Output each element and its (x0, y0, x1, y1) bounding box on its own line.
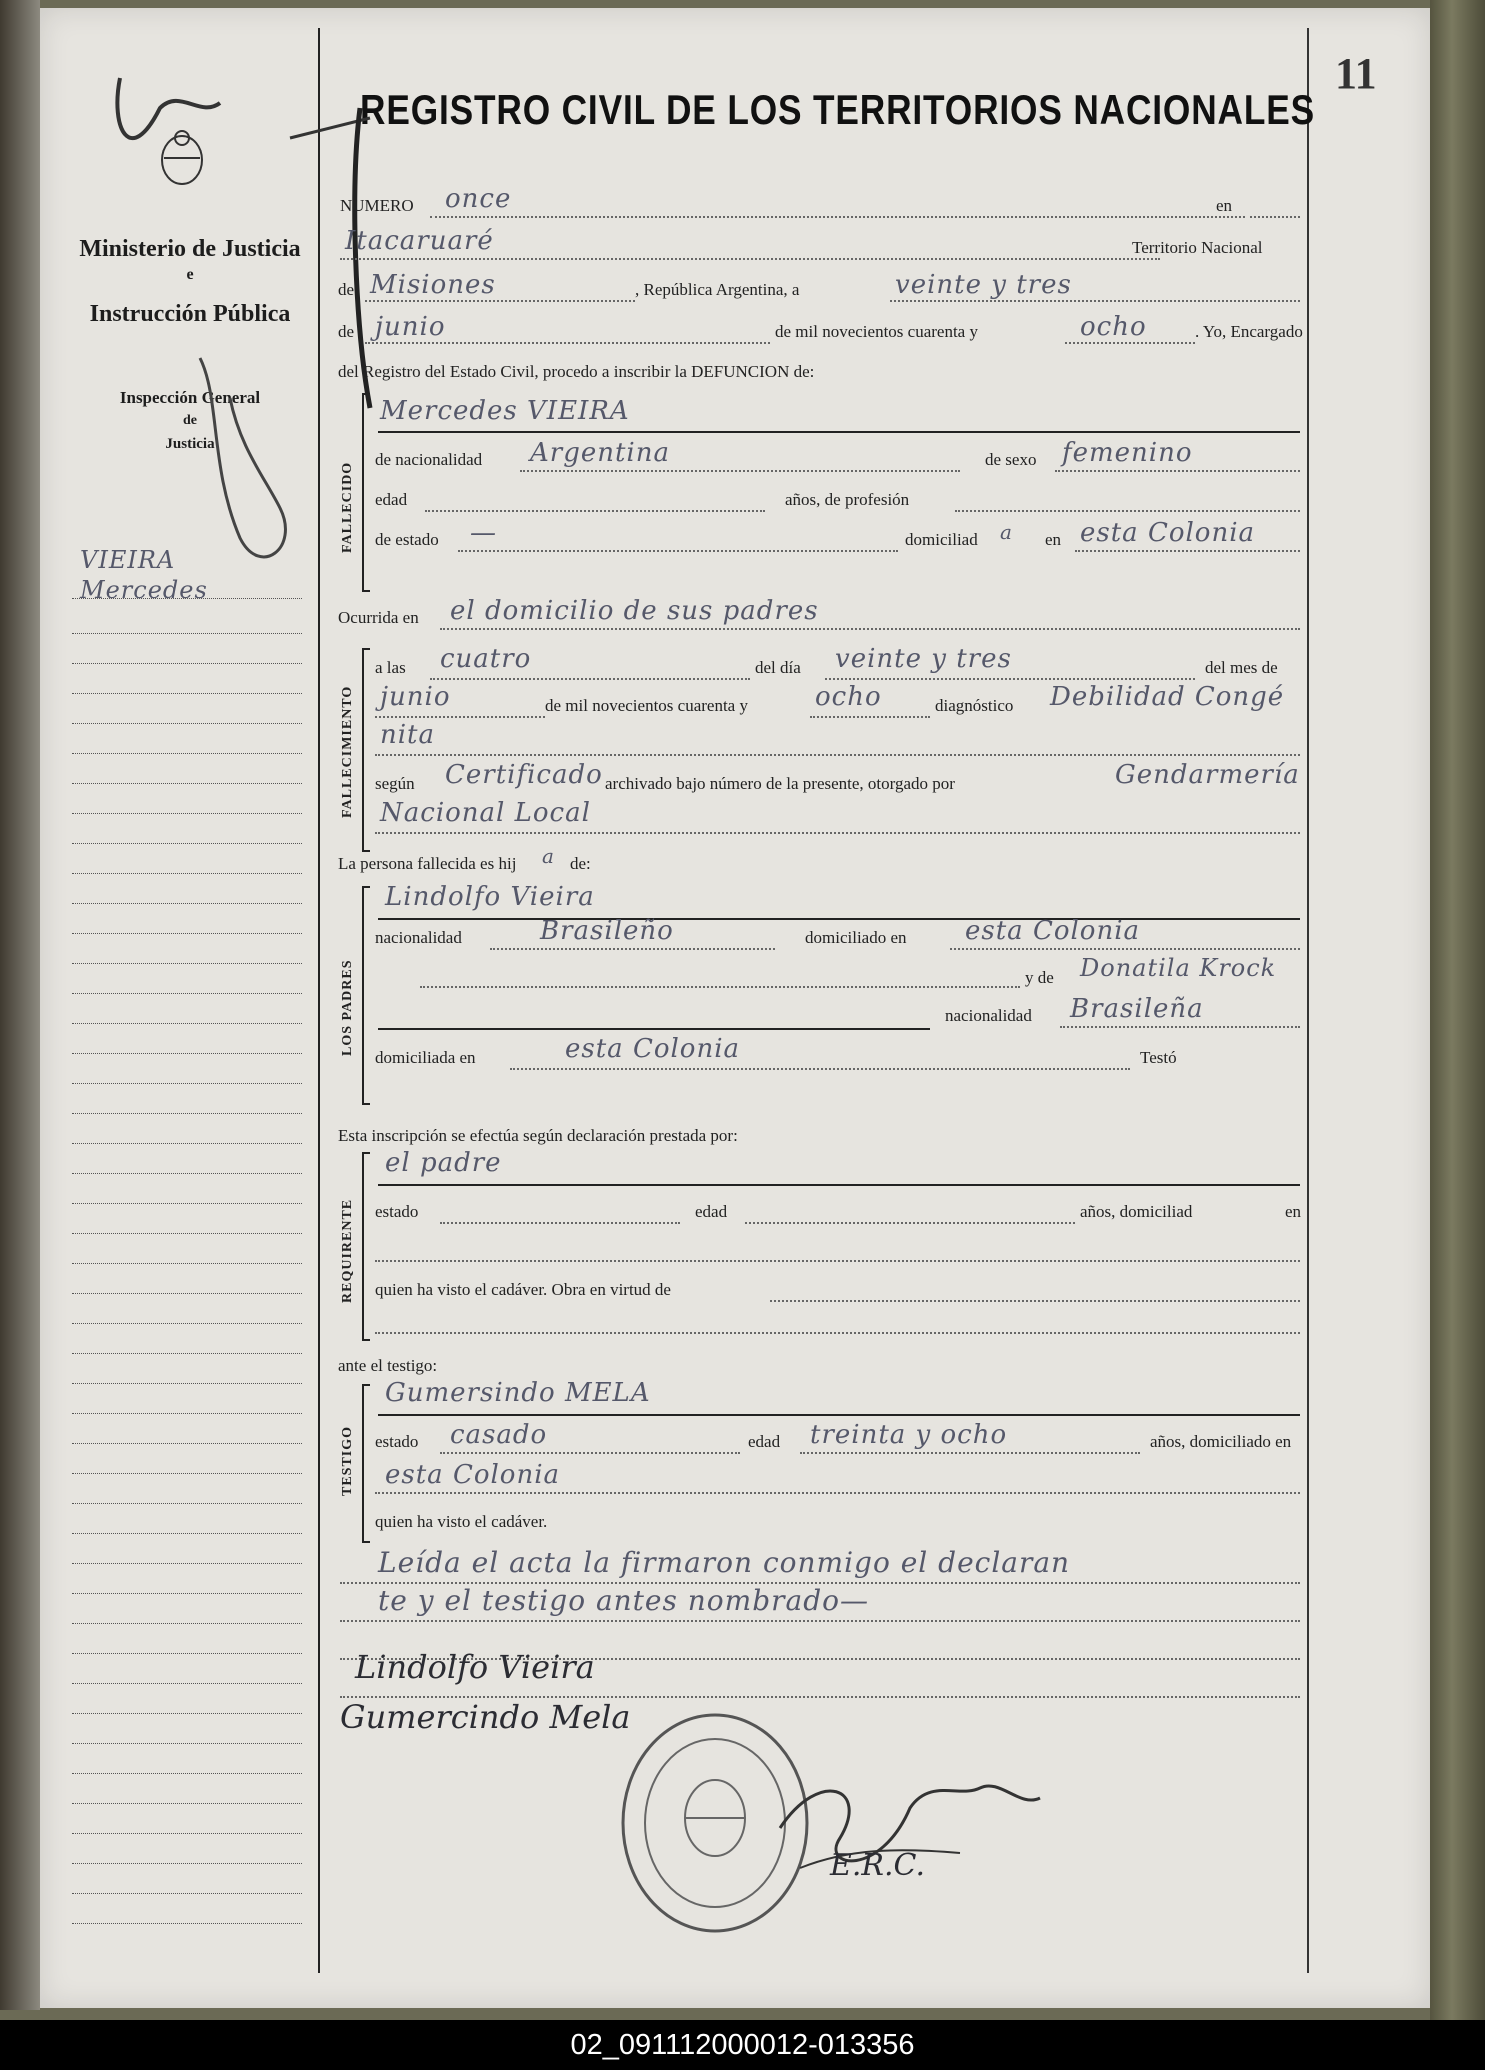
fallecido-side-label: FALLECIDO (340, 461, 355, 553)
requirente-bracket (362, 1152, 370, 1341)
padres-bracket (362, 886, 370, 1105)
persona-fallecida-label: La persona fallecida es hij (338, 854, 517, 873)
quien-visto-label: quien ha visto el cadáver. Obra en virtud de (375, 1280, 671, 1299)
mes-fallec-value: junio (380, 682, 451, 712)
en-label-2: en (1045, 530, 1062, 549)
diagnostico-label: diagnóstico (935, 696, 1014, 715)
en-label: en (1216, 196, 1233, 215)
del-dia-label: del día (755, 658, 801, 677)
edad-line (425, 510, 765, 512)
closing-text-2: te y el testigo antes nombrado— (378, 1584, 869, 1617)
y-de-label: y de (1025, 968, 1054, 987)
ocurrida-value: el domicilio de sus padres (450, 596, 819, 626)
de-sexo-label: de sexo (985, 450, 1037, 469)
index-name: Mercedes (80, 576, 208, 604)
edad-label-3: edad (748, 1432, 781, 1451)
estado-label: estado (375, 1202, 419, 1221)
domiciliad-label: domiciliad (905, 530, 978, 549)
testigo-edad-value: treinta y ocho (810, 1420, 1008, 1450)
ocurrida-line (440, 628, 1300, 630)
edad-label: edad (375, 490, 408, 509)
yo-encargado-label: . Yo, Encargado (1195, 322, 1303, 341)
hij-suffix: a (542, 844, 555, 868)
nacionalidad-value: Argentina (530, 438, 670, 468)
numero-value: once (445, 184, 512, 214)
segun-label: según (375, 774, 415, 793)
testigo-line (378, 1414, 1300, 1416)
req-domicilio-line (375, 1260, 1300, 1262)
mes-line (365, 342, 770, 344)
madre-dom-line (510, 1068, 1130, 1070)
testigo-dom-line (375, 1492, 1300, 1494)
madre-name-value: Donatila Krock (1080, 954, 1277, 982)
otorgado-cont-value: Nacional Local (380, 798, 591, 828)
anos-profesion-label: años, de profesión (785, 490, 910, 509)
ante-testigo-label: ante el testigo: (338, 1356, 438, 1375)
del-mes-label: del mes de (1205, 658, 1278, 677)
estado-line (458, 550, 898, 552)
de-mil-label: de mil novecientos cuarenta y (775, 322, 978, 341)
del-registro-label: del Registro del Estado Civil, procedo a inscribir la DEFUNCION de: (338, 362, 815, 381)
left-page-edge (0, 0, 40, 2010)
madre-nac-value: Brasileña (1070, 994, 1204, 1024)
obra-cont-line (375, 1332, 1300, 1334)
domiciliado-en-label: domiciliado en (805, 928, 907, 947)
de-estado-label: de estado (375, 530, 439, 549)
numero-line (430, 216, 1245, 218)
ministry-line3: Instrucción Pública (89, 301, 291, 327)
estado-label-3: estado (375, 1432, 419, 1451)
right-margin-rule (1307, 28, 1309, 1973)
en-label-3: en (1285, 1202, 1302, 1221)
fallecido-name-line (378, 431, 1300, 433)
de-colon-label: de: (570, 854, 591, 873)
de-label-2: de (338, 322, 355, 341)
signature-testigo: Gumercindo Mela (340, 1698, 631, 1736)
req-edad-line (745, 1222, 1075, 1224)
testigo-bracket (362, 1384, 370, 1543)
document-page (40, 8, 1430, 2008)
domiciliado-suffix: a (1000, 520, 1013, 544)
en-line (1250, 216, 1300, 218)
otorgado-cont-line (375, 832, 1300, 834)
padre-name-line (378, 918, 1300, 920)
anio-value: ocho (1080, 312, 1147, 342)
madre-line (378, 1028, 930, 1030)
padre-dom-line (950, 948, 1300, 950)
anio-fallec-line (810, 716, 930, 718)
encargado-initials: E.R.C. (830, 1848, 925, 1883)
anos-domiciliad-label: años, domiciliad (1080, 1202, 1193, 1221)
territorio-value: Misiones (370, 270, 496, 300)
requirente-line (378, 1184, 1300, 1186)
dia-fallec-value: veinte y tres (835, 644, 1012, 674)
testigo-value: Gumersindo MELA (385, 1378, 651, 1408)
diagnostico-cont-value: nita (380, 720, 436, 750)
otorgado-value: Gendarmería (1115, 760, 1300, 790)
lugar-value: Itacaruaré (345, 226, 494, 256)
numero-label: NUMERO (340, 196, 414, 215)
page-title: REGISTRO CIVIL DE LOS TERRITORIOS NACIONALES (360, 86, 1315, 133)
hora-line (430, 678, 750, 680)
hora-value: cuatro (440, 644, 532, 674)
domicilio-line (1075, 550, 1300, 552)
nacionalidad-line (520, 470, 960, 472)
padre-nac-line (490, 948, 775, 950)
encargado-signature (760, 1748, 1060, 1918)
de-mil-label-2: de mil novecientos cuarenta y (545, 696, 748, 715)
anos-domiciliado-label: años, domiciliado en (1150, 1432, 1292, 1451)
signature-padre: Lindolfo Vieira (355, 1648, 595, 1686)
testigo-estado-value: casado (450, 1420, 548, 1450)
testigo-dom-value: esta Colonia (385, 1460, 561, 1490)
requirente-value: el padre (385, 1148, 502, 1178)
anio-line (1065, 342, 1195, 344)
sexo-value: femenino (1062, 438, 1193, 468)
fallecido-bracket (362, 393, 370, 592)
padres-side-label: LOS PADRES (340, 959, 355, 1056)
testigo-estado-line (440, 1452, 740, 1454)
ocurrida-en-label: Ocurrida en (338, 608, 419, 627)
mes-fallec-line (375, 716, 545, 718)
territorio-label: Territorio Nacional (1132, 238, 1263, 257)
de-label-1: de (338, 280, 355, 299)
requirente-side-label: REQUIRENTE (340, 1198, 355, 1303)
book-spine (1430, 0, 1485, 2020)
padre-dom-cont-line (420, 986, 1020, 988)
req-estado-line (440, 1222, 680, 1224)
de-nacionalidad-label: de nacionalidad (375, 450, 483, 469)
page-number: 11 (1335, 49, 1377, 98)
madre-nac-line (1060, 1026, 1300, 1028)
padre-dom-value: esta Colonia (965, 916, 1141, 946)
padre-name-value: Lindolfo Vieira (385, 882, 595, 912)
nacionalidad-label: nacionalidad (375, 928, 462, 947)
edad-label-2: edad (695, 1202, 728, 1221)
domicilio-value: esta Colonia (1080, 518, 1256, 548)
ministry-line1: Ministerio de Justicia (79, 236, 301, 262)
closing-text-1: Leída el acta la firmaron conmigo el declaran (378, 1546, 1071, 1579)
obra-line (770, 1300, 1300, 1302)
profesion-line (955, 510, 1300, 512)
index-surname: VIEIRA (80, 546, 176, 574)
domiciliada-en-label: domiciliada en (375, 1048, 476, 1067)
anio-fallec-value: ocho (815, 682, 882, 712)
inspection-line1: Inspección General (119, 388, 261, 407)
footer-id: 02_091112000012-013356 (0, 2020, 1485, 2070)
inspection-line3: Justicia (165, 436, 215, 452)
segun-value: Certificado (445, 760, 603, 790)
estado-value: — (470, 518, 497, 548)
dia-line (890, 300, 1300, 302)
ministry-line2: e (186, 266, 194, 283)
esta-inscripcion-label: Esta inscripción se efectúa según declaración prestada por: (338, 1126, 738, 1145)
quien-visto-label-2: quien ha visto el cadáver. (375, 1512, 548, 1531)
testigo-edad-line (800, 1452, 1140, 1454)
diagnostico-cont-line (375, 754, 1300, 756)
inspection-line2: de (183, 413, 197, 428)
territorio-line (365, 300, 635, 302)
closing-line-2 (340, 1620, 1300, 1622)
fallecimiento-side-label: FALLECIMIENTO (340, 685, 355, 818)
republica-label: , República Argentina, a (635, 280, 800, 299)
madre-dom-value: esta Colonia (565, 1034, 741, 1064)
dia-value: veinte y tres (895, 270, 1072, 300)
fallecido-name-value: Mercedes VIEIRA (380, 396, 630, 426)
testo-label: Testó (1140, 1048, 1177, 1067)
lugar-line (340, 258, 1160, 260)
archivado-label: archivado bajo número de la presente, otorgado por (605, 774, 955, 793)
testigo-side-label: TESTIGO (340, 1425, 355, 1496)
a-las-label: a las (375, 658, 406, 677)
dia-fallec-line (825, 678, 1195, 680)
sexo-line (1055, 470, 1300, 472)
diagnostico-value: Debilidad Congé (1050, 682, 1285, 712)
nacionalidad-label-2: nacionalidad (945, 1006, 1032, 1025)
fallecimiento-bracket (362, 648, 370, 852)
padre-nac-value: Brasileño (540, 916, 674, 946)
mes-value: junio (375, 312, 446, 342)
